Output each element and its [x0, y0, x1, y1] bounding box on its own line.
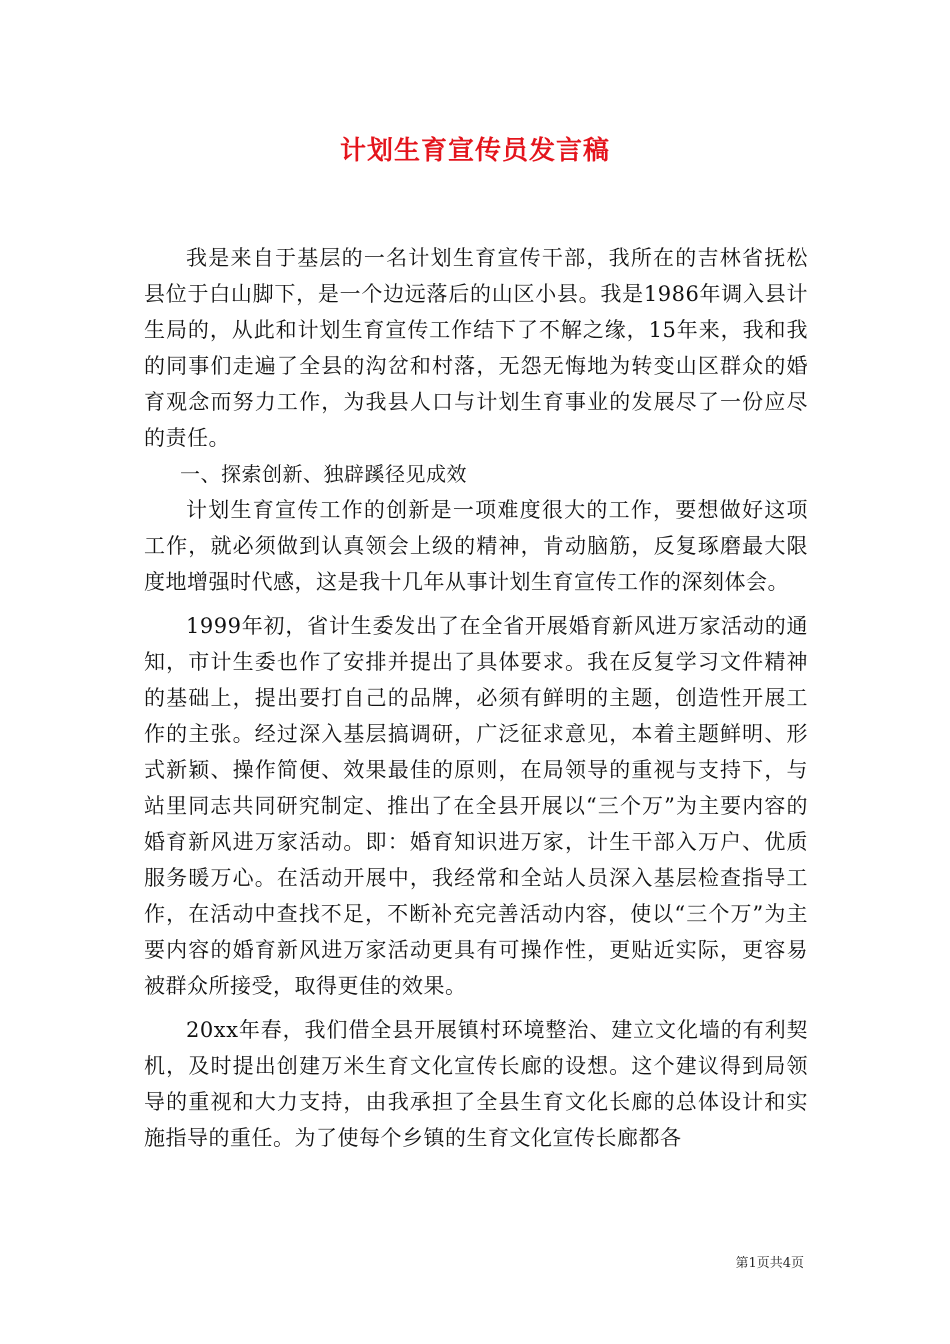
paragraph-innovation: 计划生育宣传工作的创新是一项难度很大的工作，要想做好这项工作，就必须做到认真领会上级的精神，肯动脑筋，反复琢磨最大限度地增强时代感，这是我十几年从事计划生育宣传工作的深刻体会。 — [144, 498, 808, 594]
paragraph-1999: 1999年初，省计生委发出了在全省开展婚育新风进万家活动的通知，市计生委也作了安排并提出了具体要求。我在反复学习文件精神的基础上，提出要打自己的品牌，必须有鲜明的主题，创造性开展工作的主张。经过深入基层搞调研，广泛征求意见，本着主题鲜明、形式新颖、操作简便、效果最佳的原则，在局领导的重视与支持下，与站里同志共同研究制定、推出了在全县开展以“三个万”为主要内容的婚育新风进万家活动。即：婚育知识进万家，计生干部入万户、优质服务暖万心。在活动开展中，我经常和全站人员深入基层检查指导工作，在活动中查找不足，不断补充完善活动内容，使以“三个万”为主要内容的婚育新风进万家活动更具有可操作性，更贴近实际，更容易被群众所接受，取得更佳的效果。 — [144, 614, 808, 998]
document-body — [144, 240, 808, 1156]
page-number-footer: 第1页共4页 — [735, 1256, 804, 1271]
paragraph-20xx: 20xx年春，我们借全县开展镇村环境整治、建立文化墙的有利契机，及时提出创建万米生育文化宣传长廊的设想。这个建议得到局领导的重视和大力支持，由我承担了全县生育文化长廊的总体设计和实施指导的重任。为了使每个乡镇的生育文化宣传长廊都各 — [144, 1018, 808, 1150]
paragraph-intro: 我是来自于基层的一名计划生育宣传干部，我所在的吉林省抚松县位于白山脚下，是一个边远落后的山区小县。我是1986年调入县计生局的，从此和计划生育宣传工作结下了不解之缘，15年来，我和我的同事们走遍了全县的沟岔和村落，无怨无悔地为转变山区群众的婚育观念而努力工作，为我县人口与计划生育事业的发展尽了一份应尽的责任。 — [144, 246, 808, 450]
section-heading: 一、探索创新、独辟蹊径见成效 — [180, 462, 467, 486]
document-title: 计划生育宣传员发言稿 — [339, 136, 610, 166]
